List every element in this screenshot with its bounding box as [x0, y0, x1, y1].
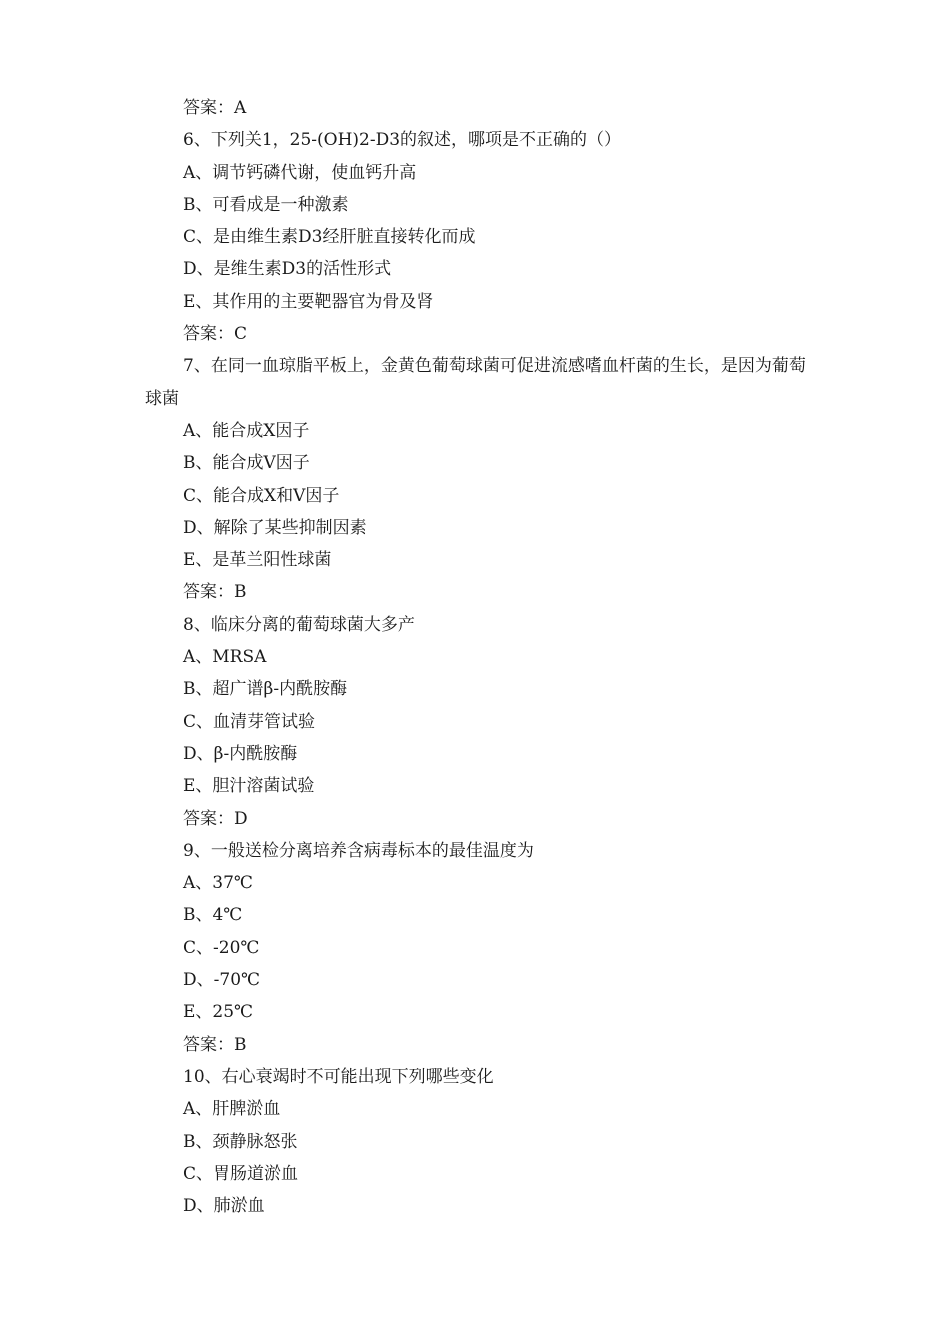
question-text: 9、一般送检分离培养含病毒标本的最佳温度为	[183, 840, 534, 861]
question-text: 7、在同一血琼脂平板上，金黄色葡萄球菌可促进流感嗜血杆菌的生长，是因为葡萄球菌	[145, 356, 806, 409]
option-item: A、37℃	[183, 873, 253, 894]
option-item: E、是革兰阳性球菌	[183, 550, 332, 571]
option-item: E、胆汁溶菌试验	[183, 776, 315, 797]
option-item: D、解除了某些抑制因素	[183, 517, 367, 538]
option-item: B、颈静脉怒张	[183, 1131, 298, 1152]
option-item: A、肝脾淤血	[183, 1099, 281, 1120]
option-item: C、是由维生素D3经肝脏直接转化而成	[183, 227, 476, 248]
answer-line: 答案：B	[183, 1034, 247, 1055]
option-item: E、25℃	[183, 1002, 254, 1023]
option-item: C、能合成X和V因子	[183, 485, 340, 506]
question-text: 10、右心衰竭时不可能出现下列哪些变化	[183, 1066, 494, 1087]
answer-line: 答案：C	[183, 324, 248, 345]
option-item: D、是维生素D3的活性形式	[183, 259, 392, 280]
answer-line: 答案：B	[183, 582, 247, 603]
question-block	[145, 835, 810, 1061]
option-item: B、可看成是一种激素	[183, 194, 349, 215]
question-text: 8、临床分离的葡萄球菌大多产	[183, 614, 415, 635]
option-item: A、MRSA	[183, 647, 267, 668]
option-item: A、能合成X因子	[183, 420, 310, 441]
question-block	[145, 124, 810, 350]
option-item: B、能合成V因子	[183, 453, 310, 474]
question-block	[145, 350, 810, 608]
option-item: B、4℃	[183, 905, 243, 926]
document-content	[145, 92, 810, 1222]
option-item: C、胃肠道淤血	[183, 1163, 299, 1184]
question-block	[145, 609, 810, 835]
option-item: B、超广谱β-内酰胺酶	[183, 679, 348, 700]
answer-line: 答案：A	[183, 98, 247, 118]
option-item: E、其作用的主要靶器官为骨及肾	[183, 291, 434, 312]
option-item: D、-70℃	[183, 970, 261, 991]
option-item: A、调节钙磷代谢，使血钙升高	[183, 162, 417, 183]
question-block	[145, 1061, 810, 1222]
option-item: C、-20℃	[183, 937, 260, 958]
option-item: C、血清芽管试验	[183, 711, 316, 732]
question-text: 6、下列关1，25-(OH)2-D3的叙述，哪项是不正确的（）	[183, 130, 622, 151]
answer-line: 答案：D	[183, 808, 248, 829]
option-item: D、肺淤血	[183, 1196, 265, 1217]
option-item: D、β-内酰胺酶	[183, 743, 298, 764]
